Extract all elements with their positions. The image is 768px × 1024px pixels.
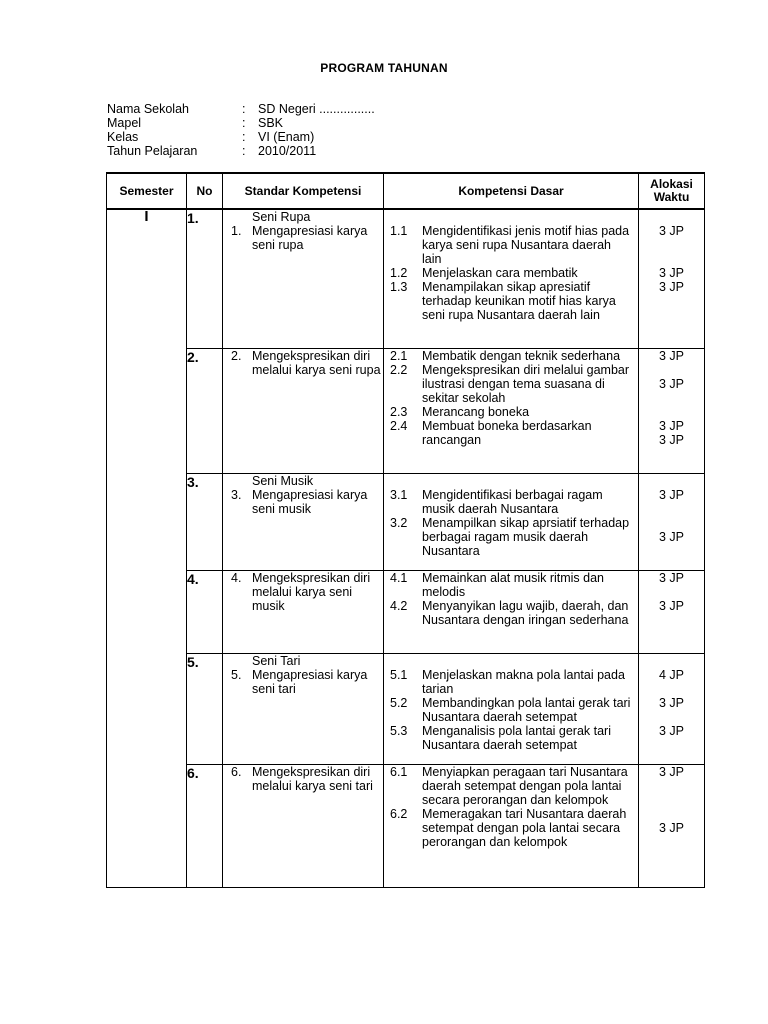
kd-item [390, 488, 638, 516]
kd-text: Menampilakan sikap apresiatif terhadap keunikan motif hias karya seni rupa Nusantara daerah lain [422, 280, 616, 322]
kd-number: 4.2 [390, 598, 408, 613]
kd-text: Memeragakan tari Nusantara daerah setempat dengan pola lantai secara perorangan dan kelompok [422, 806, 627, 849]
sk-cell [223, 570, 384, 653]
aw-value: 3 JP [658, 418, 684, 433]
kd-item [390, 571, 638, 599]
sk-number: 4. [231, 570, 242, 585]
table-row [107, 209, 705, 348]
program-table [106, 172, 705, 888]
aw-cell [639, 348, 705, 473]
header-semester: Semester [107, 173, 187, 209]
kd-item [390, 696, 638, 724]
kd-cell [384, 570, 639, 653]
kd-item [390, 405, 638, 419]
page-title: PROGRAM TAHUNAN [320, 61, 448, 75]
table-header-row [107, 173, 705, 209]
sk-cell [223, 209, 384, 348]
aw-value: 3 JP [658, 570, 684, 585]
aw-value: 3 JP [658, 820, 684, 835]
kd-cell [384, 653, 639, 764]
info-value-year: 2010/2011 [258, 144, 317, 158]
kd-text: Menjelaskan makna pola lantai pada tarian [422, 667, 625, 696]
info-value-class: VI (Enam) [258, 130, 315, 144]
kd-text: Memainkan alat musik ritmis dan melodis [422, 570, 605, 599]
sk-item [231, 765, 383, 793]
aw-value: 3 JP [658, 280, 684, 294]
table-row [107, 653, 705, 764]
row-number-text: 3. [187, 473, 199, 490]
sk-number: 2. [231, 348, 242, 363]
header-no: No [187, 173, 223, 209]
kd-item [390, 668, 638, 696]
row-number [187, 764, 223, 887]
sk-cell [223, 348, 384, 473]
row-number-text: 1. [187, 210, 199, 226]
table-row [107, 473, 705, 570]
info-colon: : [242, 144, 246, 158]
kd-item [390, 724, 638, 752]
info-colon: : [242, 116, 246, 130]
info-label: Kelas [107, 130, 139, 144]
sk-item [231, 488, 383, 516]
header-alokasi: Alokasi [650, 177, 693, 191]
header-kompetensi-dasar: Kompetensi Dasar [384, 173, 639, 209]
aw-value: 3 JP [658, 376, 684, 391]
aw-cell [639, 473, 705, 570]
kd-cell [384, 209, 639, 348]
sk-number: 5. [231, 667, 242, 682]
kd-text: Menampilkan sikap aprsiatif terhadap berbagai ragam musik daerah Nusantara [422, 515, 630, 558]
semester-cell: I [107, 209, 187, 887]
kd-item [390, 349, 638, 363]
sk-cell [223, 764, 384, 887]
kd-number: 3.2 [390, 515, 408, 530]
info-value-school: SD Negeri ................ [258, 102, 375, 116]
table-row [107, 570, 705, 653]
info-label: Mapel [107, 116, 142, 130]
header-waktu: Waktu [653, 190, 690, 204]
aw-value: 3 JP [658, 529, 684, 544]
kd-text: Membuat boneka berdasarkan rancangan [422, 418, 592, 447]
row-number-text: 6. [187, 764, 199, 781]
aw-value: 3 JP [658, 432, 684, 447]
kd-number: 2.1 [390, 348, 408, 363]
aw-value: 3 JP [658, 598, 684, 613]
aw-cell [639, 209, 705, 348]
kd-item [390, 363, 638, 405]
kd-number: 4.1 [390, 570, 408, 585]
sk-cell [223, 653, 384, 764]
sk-text: Mengapresiasi karya seni musik [252, 487, 368, 516]
row-number [187, 473, 223, 570]
kd-text: Merancang boneka [422, 404, 530, 419]
sk-item [231, 349, 383, 377]
aw-value: 3 JP [658, 695, 684, 710]
info-label: Nama Sekolah [107, 102, 189, 116]
kd-text: Menyiapkan peragaan tari Nusantara daerah setempat dengan pola lantai secara perorangan dan kelompok [422, 764, 628, 807]
aw-cell [639, 764, 705, 887]
kd-text: Mengekspresikan diri melalui gambar ilustrasi dengan tema suasana di sekitar sekolah [422, 362, 630, 405]
sk-text: Mengekspresikan diri melalui karya seni tari [252, 764, 373, 793]
kd-number: 5.1 [390, 667, 408, 682]
kd-text: Menyanyikan lagu wajib, daerah, dan Nusantara dengan iringan sederhana [422, 598, 629, 627]
kd-number: 1.3 [390, 280, 408, 294]
kd-cell [384, 764, 639, 887]
kd-number: 5.3 [390, 723, 408, 738]
kd-number: 1.1 [390, 224, 408, 238]
kd-text: Membandingkan pola lantai gerak tari Nusantara daerah setempat [422, 695, 631, 724]
table-row [107, 764, 705, 887]
row-number-text: 4. [187, 570, 199, 587]
kd-item [390, 224, 638, 266]
kd-number: 6.2 [390, 806, 408, 821]
row-number-text: 5. [187, 653, 199, 670]
kd-number: 1.2 [390, 266, 408, 280]
kd-item [390, 807, 638, 849]
row-number [187, 653, 223, 764]
kd-number: 2.3 [390, 404, 408, 419]
header-alokasi-waktu [639, 173, 705, 209]
sk-item [231, 668, 383, 696]
kd-text: Mengidentifikasi berbagai ragam musik daerah Nusantara [422, 487, 603, 516]
header-standar-kompetensi: Standar Kompetensi [223, 173, 384, 209]
aw-value: 3 JP [658, 266, 684, 280]
row-number-text: 2. [187, 348, 199, 365]
kd-text: Menjelaskan cara membatik [422, 266, 578, 280]
aw-cell [639, 570, 705, 653]
sk-item [231, 224, 383, 252]
aw-value: 3 JP [658, 723, 684, 738]
sk-subheading: Seni Tari [252, 653, 301, 668]
sk-number: 3. [231, 487, 242, 502]
sk-item [231, 571, 383, 613]
info-colon: : [242, 102, 246, 116]
info-colon: : [242, 130, 246, 144]
kd-cell [384, 348, 639, 473]
sk-cell [223, 473, 384, 570]
kd-number: 6.1 [390, 764, 408, 779]
kd-number: 5.2 [390, 695, 408, 710]
kd-item [390, 280, 638, 322]
sk-text: Mengekspresikan diri melalui karya seni musik [252, 570, 371, 613]
row-number [187, 209, 223, 348]
table-row [107, 348, 705, 473]
aw-value: 3 JP [658, 224, 684, 238]
kd-item [390, 419, 638, 447]
aw-value: 4 JP [658, 667, 684, 682]
kd-item [390, 516, 638, 558]
kd-item [390, 599, 638, 627]
kd-item [390, 765, 638, 807]
kd-item [390, 266, 638, 280]
aw-cell [639, 653, 705, 764]
sk-text: Mengapresiasi karya seni tari [252, 667, 368, 696]
aw-value: 3 JP [658, 764, 684, 779]
sk-text: Mengekspresikan diri melalui karya seni rupa [252, 348, 381, 377]
sk-subheading: Seni Rupa [252, 210, 311, 224]
kd-number: 2.4 [390, 418, 408, 433]
kd-cell [384, 473, 639, 570]
aw-value: 3 JP [658, 348, 684, 363]
sk-text: Mengapresiasi karya seni rupa [252, 224, 368, 252]
info-value-subject: SBK [258, 116, 284, 130]
sk-subheading: Seni Musik [252, 473, 314, 488]
kd-number: 2.2 [390, 362, 408, 377]
kd-number: 3.1 [390, 487, 408, 502]
kd-text: Menganalisis pola lantai gerak tari Nusantara daerah setempat [422, 723, 611, 752]
sk-number: 6. [231, 764, 242, 779]
sk-number: 1. [231, 224, 242, 238]
kd-text: Mengidentifikasi jenis motif hias pada karya seni rupa Nusantara daerah lain [422, 224, 630, 266]
info-label: Tahun Pelajaran [107, 144, 198, 158]
row-number [187, 570, 223, 653]
kd-text: Membatik dengan teknik sederhana [422, 348, 621, 363]
row-number [187, 348, 223, 473]
aw-value: 3 JP [658, 487, 684, 502]
